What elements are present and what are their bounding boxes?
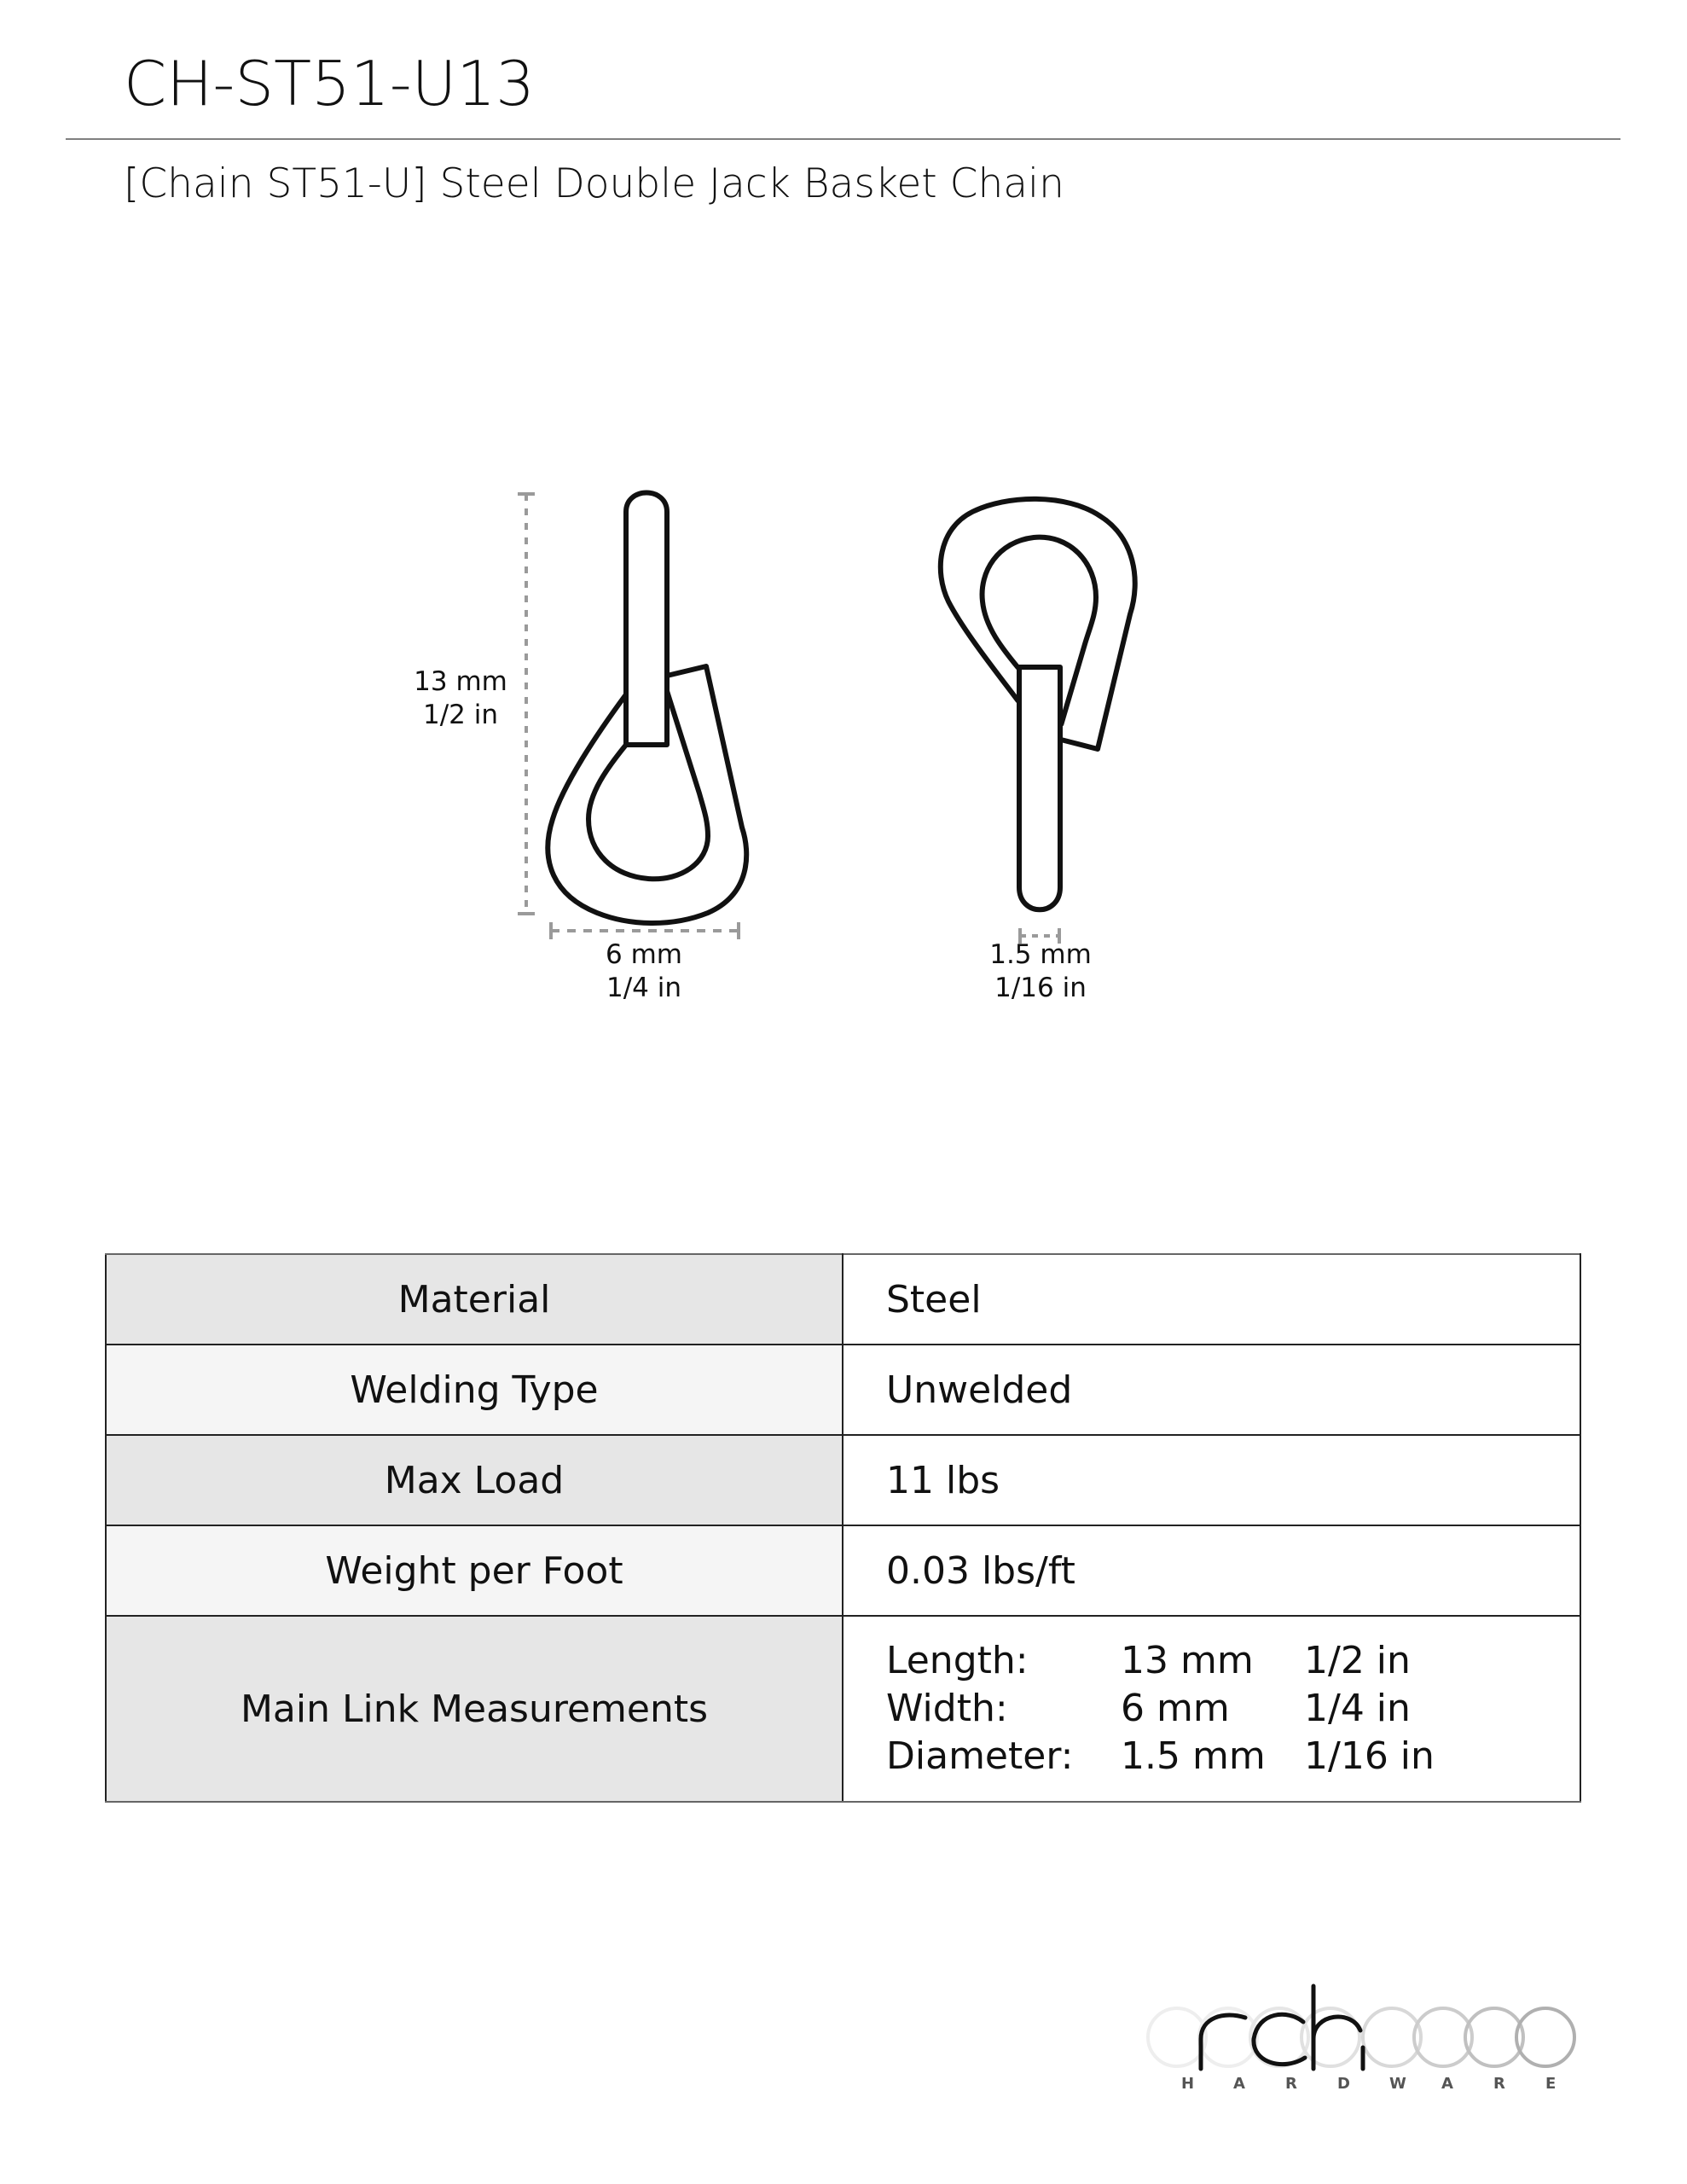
length-dimension-line xyxy=(518,494,535,914)
tagline-letter: H xyxy=(1181,2075,1195,2093)
spec-table xyxy=(105,1253,1581,1803)
table-row-material xyxy=(106,1254,1580,1345)
spec-value: 11 lbs xyxy=(843,1435,1580,1525)
spec-label: Material xyxy=(106,1254,843,1345)
tagline-letter: A xyxy=(1441,2075,1453,2093)
measurement-mm: 6 mm xyxy=(1121,1687,1230,1730)
length-mm: 13 mm xyxy=(414,666,507,697)
diameter-in: 1/16 in xyxy=(994,973,1087,1003)
measurement-mm: 1.5 mm xyxy=(1121,1734,1266,1778)
spec-value: Unwelded xyxy=(843,1345,1580,1435)
tagline-letter: W xyxy=(1389,2075,1406,2093)
width-dimension-label xyxy=(580,938,708,1005)
width-dimension-line xyxy=(551,922,739,939)
measurement-name: Length: xyxy=(886,1639,1029,1682)
spec-label: Max Load xyxy=(106,1435,843,1525)
table-row-main-link-measurements xyxy=(106,1616,1580,1802)
spec-value: 0.03 lbs/ft xyxy=(843,1525,1580,1616)
tagline-letter: R xyxy=(1493,2075,1505,2093)
header-divider xyxy=(66,138,1620,140)
tagline-letter: E xyxy=(1545,2075,1557,2093)
tagline-letter: D xyxy=(1337,2075,1350,2093)
measurement-in: 1/4 in xyxy=(1304,1687,1411,1730)
spec-value: Steel xyxy=(843,1254,1580,1345)
measurement-name: Diameter: xyxy=(886,1734,1074,1778)
spec-label: Welding Type xyxy=(106,1345,843,1435)
diameter-dimension-label xyxy=(972,938,1109,1005)
length-dimension-label xyxy=(401,665,520,732)
product-description: [Chain ST51-U] Steel Double Jack Basket Chain xyxy=(124,160,1064,207)
table-row-max-load xyxy=(106,1435,1580,1525)
front-view-link xyxy=(548,493,746,924)
width-in: 1/4 in xyxy=(606,973,681,1003)
arch-hardware-logo xyxy=(1143,1962,1620,2090)
spec-label: Weight per Foot xyxy=(106,1525,843,1616)
width-mm: 6 mm xyxy=(606,939,682,970)
measurements-cell xyxy=(843,1616,1580,1802)
length-in: 1/2 in xyxy=(422,700,498,730)
side-view-link xyxy=(941,499,1135,909)
diameter-mm: 1.5 mm xyxy=(989,939,1092,970)
tagline-letter: R xyxy=(1285,2075,1297,2093)
tagline-letter: A xyxy=(1233,2075,1245,2093)
measurement-mm: 13 mm xyxy=(1121,1639,1254,1682)
measurement-name: Width: xyxy=(886,1687,1008,1730)
measurements-grid xyxy=(886,1637,1580,1780)
measurement-in: 1/16 in xyxy=(1304,1734,1435,1778)
table-row-welding-type xyxy=(106,1345,1580,1435)
measurement-in: 1/2 in xyxy=(1304,1639,1411,1682)
spec-label: Main Link Measurements xyxy=(106,1616,843,1802)
table-row-weight-per-foot xyxy=(106,1525,1580,1616)
part-number-title: CH-ST51-U13 xyxy=(124,48,535,119)
